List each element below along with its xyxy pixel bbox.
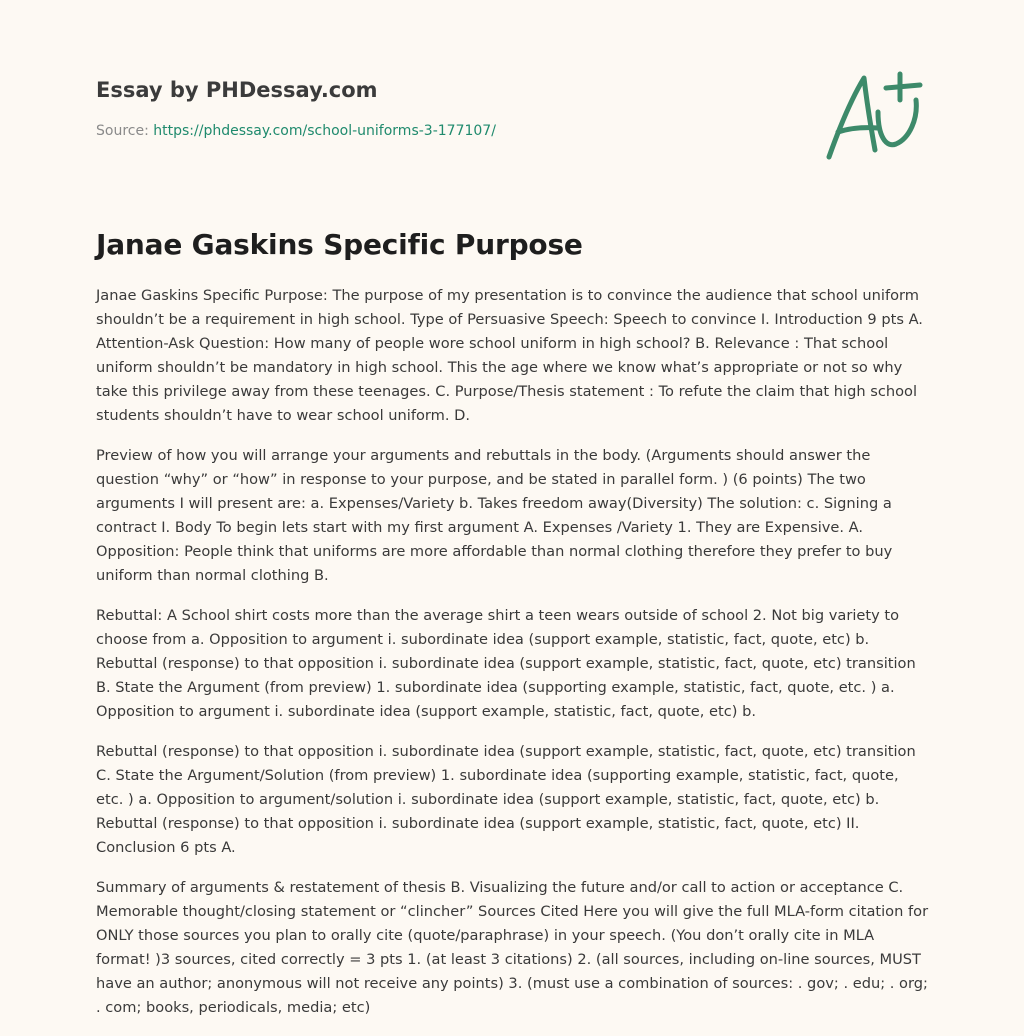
article-body xyxy=(96,284,930,1036)
paragraph: Rebuttal (response) to that opposition i. subordinate idea (support example, statistic, fact, quote, etc) transition C. State the Argument/Solution (from preview) 1. subordinate idea (supporting example, statistic, fact, quote, etc. ) a. Opposition to argument/solution i. subordinate idea (support example, statistic, fact, quote, etc) b. Rebuttal (response) to that opposition i. subordinate idea (support example, statistic, fact, quote, etc) II. Conclusion 6 pts A. xyxy=(96,743,916,856)
paragraph: Summary of arguments & restatement of thesis B. Visualizing the future and/or call to action or acceptance C. Memorable thought/closing statement or “clincher” Sources Cited Here you will give the full MLA-form citation for ONLY those sources you plan to orally cite (quote/paraphrase) in your speech. (You don’t orally cite in MLA format! )3 sources, cited correctly = 3 pts 1. (at least 3 citations) 2. (all sources, including on-line sources, MUST have an author; anonymous will not receive any points) 3. (must use a combination of sources: . gov; . edu; . org; . com; books, periodicals, media; etc) xyxy=(96,879,929,1016)
paragraph: Janae Gaskins Specific Purpose: The purpose of my presentation is to convince the audience that school uniform shouldn’t be a requirement in high school. Type of Persuasive Speech: Speech to convince I. Introduction 9 pts A. Attention-Ask Question: How many of people wore school uniform in high school? B. Relevance : That school uniform shouldn’t be mandatory in high school. This the age where we know what’s appropriate or not so why take this privilege away from these teenages. C. Purpose/Thesis statement : To refute the claim that high school students shouldn’t have to wear school uniform. D. xyxy=(96,287,923,424)
brand-title: Essay by PHDessay.com xyxy=(96,78,378,102)
a-plus-logo-svg xyxy=(820,66,930,166)
a-plus-grade-icon xyxy=(820,66,930,166)
plus-swirl-stroke xyxy=(878,100,916,145)
source-line xyxy=(96,123,496,139)
source-label: Source: xyxy=(96,123,149,139)
page-header xyxy=(96,76,928,139)
source-link[interactable]: https://phdessay.com/school-uniforms-3-177107/ xyxy=(153,123,496,139)
letter-a-stroke xyxy=(829,78,875,157)
article-title: Janae Gaskins Specific Purpose xyxy=(96,228,583,261)
paragraph: Rebuttal: A School shirt costs more than the average shirt a teen wears outside of school 2. Not big variety to choose from a. Opposition to argument i. subordinate idea (support example, statistic, fact, quote, etc) b. Rebuttal (response) to that opposition i. subordinate idea (support example, statistic, fact, quote, etc) transition B. State the Argument (from preview) 1. subordinate idea (supporting example, statistic, fact, quote, etc. ) a. Opposition to argument i. subordinate idea (support example, statistic, fact, quote, etc) b. xyxy=(96,607,916,720)
plus-horizontal-stroke xyxy=(886,85,920,88)
paragraph: Preview of how you will arrange your arguments and rebuttals in the body. (Arguments should answer the question “why” or “how” in response to your purpose, and be stated in parallel form. ) (6 points) The two arguments I will present are: a. Expenses/Variety b. Takes freedom away(Diversity) The solution: c. Signing a contract I. Body To begin lets start with my first argument A. Expenses /Variety 1. They are Expensive. A. Opposition: People think that uniforms are more affordable than normal clothing therefore they prefer to buy uniform than normal clothing B. xyxy=(96,447,893,584)
